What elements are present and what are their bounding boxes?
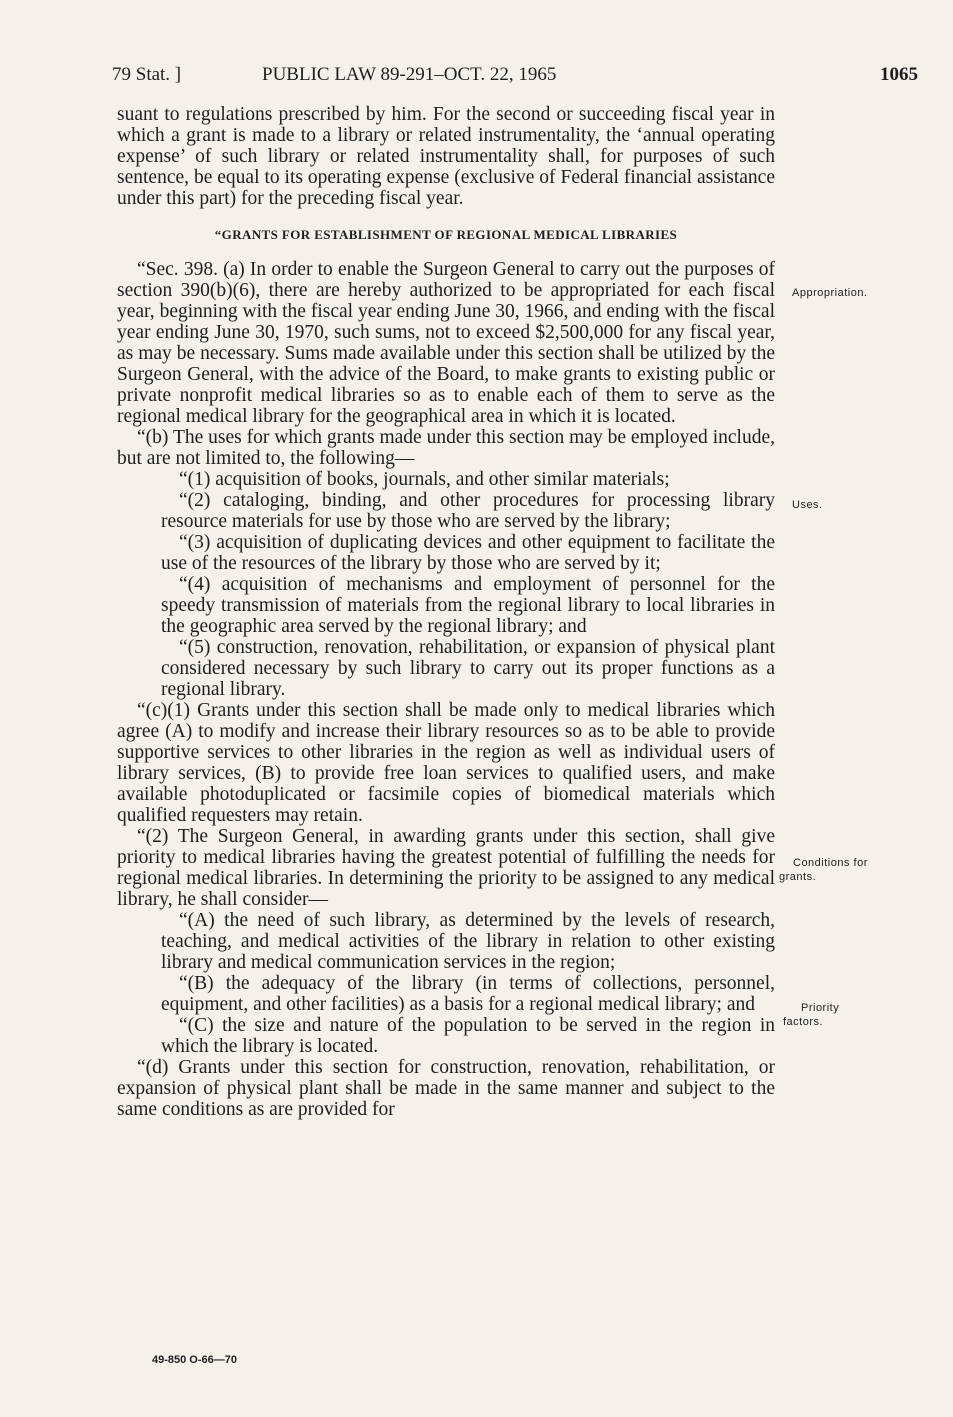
list-item-a: “(A) the need of such library, as determined by the levels of research, teaching, and medical activities of the library in relation to other existing library and medical communication services in the region; — [161, 910, 775, 973]
statute-volume: 79 Stat. ] — [112, 64, 182, 85]
paragraph-sec-398-a: “Sec. 398. (a) In order to enable the Surgeon General to carry out the purposes of section 390(b)(6), there are hereby authorized to be appropriated for each fiscal year, beginning with the fiscal year ending June 30, 1966, and ending with the fiscal year ending June 30, 1970, such sums, not to exceed $2,500,000 for any fiscal year, as may be necessary. Sums made available under this section shall be utilized by the Surgeon General, with the advice of the Board, to make grants to existing public or private nonprofit medical libraries so as to enable each of them to serve as the regional medical library for the geographical area in which it is located. — [117, 259, 775, 427]
list-item-4: “(4) acquisition of mechanisms and employment of personnel for the speedy transmission of materials from the regional library to local libraries in the geographic area served by the regional library; and — [161, 574, 775, 637]
margin-note-priority-line2: factors. — [783, 1016, 824, 1028]
paragraph-c-2: “(2) The Surgeon General, in awarding grants under this section, shall give priority to medical libraries having the greatest potential of fulfilling the needs for regional medical libraries. In determining the priority to be assigned to any medical library, he shall consider— — [117, 826, 775, 910]
margin-note-priority-line1: Priority — [801, 1002, 840, 1014]
statute-body — [117, 104, 775, 1120]
margin-note-conditions-line2: grants. — [779, 871, 817, 883]
list-item-2: “(2) cataloging, binding, and other procedures for processing library resource materials for use by those who are served by the library; — [161, 490, 775, 532]
print-code: 49-850 O-66—70 — [152, 1354, 237, 1366]
paragraph-d: “(d) Grants under this section for construction, renovation, rehabilitation, or expansion of physical plant shall be made in the same manner and subject to the same conditions as are provided for — [117, 1057, 775, 1120]
list-item-3: “(3) acquisition of duplicating devices and other equipment to facilitate the use of the resources of the library by those who are served by it; — [161, 532, 775, 574]
list-item-1: “(1) acquisition of books, journals, and other similar materials; — [179, 469, 670, 490]
list-item-b: “(B) the adequacy of the library (in terms of collections, personnel, equipment, and other facilities) as a basis for a regional medical library; and — [161, 973, 775, 1015]
margin-note-uses: Uses. — [792, 499, 823, 511]
paragraph-b: “(b) The uses for which grants made under this section may be employed include, but are not limited to, the following— — [117, 427, 775, 469]
margin-note-appropriation: Appropriation. — [792, 287, 868, 299]
section-heading: “GRANTS FOR ESTABLISHMENT OF REGIONAL MEDICAL LIBRARIES — [214, 227, 678, 242]
list-item-c: “(C) the size and nature of the population to be served in the region in which the library is located. — [161, 1015, 775, 1057]
public-law-title: PUBLIC LAW 89-291–OCT. 22, 1965 — [262, 64, 557, 85]
list-item-5: “(5) construction, renovation, rehabilitation, or expansion of physical plant considered necessary by such library to carry out its proper functions as a regional library. — [161, 637, 775, 700]
margin-note-priority — [779, 1001, 929, 1029]
page-header — [112, 64, 918, 90]
margin-note-conditions-line1: Conditions for — [793, 857, 868, 869]
margin-note-conditions — [779, 856, 929, 884]
page-number: 1065 — [880, 64, 918, 85]
paragraph-c-1: “(c)(1) Grants under this section shall be made only to medical libraries which agree (A) to modify and increase their library resources so as to be able to provide supportive services to other libraries in the region as well as individual users of library services, (B) to provide free loan services to qualified users, and make available photoduplicated or facsimile copies of biomedical materials which qualified requesters may retain. — [117, 700, 775, 826]
paragraph-continuation: suant to regulations prescribed by him. For the second or succeeding fiscal year in which a grant is made to a library or related instrumentality, the ‘annual operating expense’ of such library or related instrumentality shall, for purposes of such sentence, be equal to its operating expense (exclusive of Federal financial assistance under this part) for the preceding fiscal year. — [117, 104, 775, 209]
